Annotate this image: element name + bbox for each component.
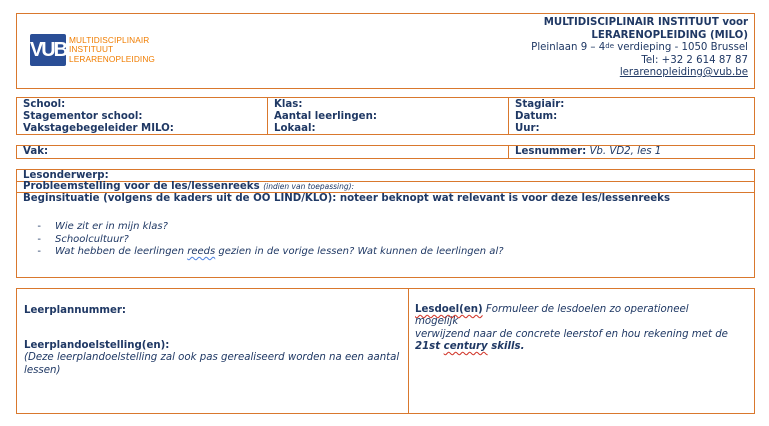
aantal-leerlingen-label[interactable]: Aantal leerlingen:: [274, 111, 377, 122]
school-column: [17, 98, 267, 134]
vub-logo-text: MULTIDISCIPLINAIR INSTITUUT LERARENOPLEIDING: [69, 34, 155, 64]
lesdoelen-text[interactable]: Lesdoel(en) Formuleer de lesdoelen zo operationeel mogelijk verwijzend naar de concrete leerstof en hou rekening met de 21st century skills.: [415, 304, 728, 352]
vak-label[interactable]: Vak:: [23, 146, 49, 157]
institute-phone: Tel: +32 2 614 87 87: [641, 54, 748, 66]
lesdoel-label: Lesdoel(en): [415, 304, 483, 315]
class-column: [267, 98, 508, 134]
lesonderwerp-label[interactable]: Lesonderwerp:: [17, 170, 754, 182]
curriculum-box: [16, 288, 755, 414]
probleemstelling-label[interactable]: Probleemstelling voor de les/lessenreeks (indien van toepassing):: [17, 181, 754, 193]
klas-label[interactable]: Klas:: [274, 99, 303, 110]
school-label[interactable]: School:: [23, 99, 66, 110]
list-item: - Wie zit er in mijn klas?: [37, 221, 168, 232]
leerplandoelstelling-note: (Deze leerplandoelstelling zal ook pas gerealiseerd worden na een aantal lessen): [24, 352, 400, 376]
intern-column: [508, 98, 754, 134]
stagiair-label[interactable]: Stagiair:: [515, 99, 565, 110]
curriculum-left: [17, 289, 409, 413]
lokaal-label[interactable]: Lokaal:: [274, 123, 316, 134]
list-item: - Wat hebben de leerlingen reeds gezien in de vorige lessen? Wat kunnen de leerlingen al?: [37, 246, 504, 257]
header-box: [16, 13, 755, 89]
institute-name-line1: MULTIDISCIPLINAIR INSTITUUT voor: [543, 17, 748, 28]
school-info-table: [16, 97, 755, 135]
institute-email-link[interactable]: lerarenopleiding@vub.be: [619, 67, 748, 78]
beginsituatie-label[interactable]: Beginsituatie (volgens de kaders uit de OO LIND/KLO): noteer beknopt wat relevant is voor deze les/lessenreeks: [23, 193, 671, 204]
uur-label[interactable]: Uur:: [515, 123, 540, 134]
list-item: - Schoolcultuur?: [37, 233, 129, 245]
leerplannummer-label[interactable]: Leerplannummer:: [24, 305, 126, 316]
vub-logo: [30, 34, 155, 66]
institute-street: Pleinlaan 9 – 4de verdieping - 1050 Brussel: [531, 42, 748, 53]
vub-logo-mark: VUB: [30, 34, 66, 66]
lesnummer-value: Vb. VD2, les 1: [586, 146, 662, 157]
institute-name-line2: LERARENOPLEIDING (MILO): [591, 29, 748, 41]
institute-address: [531, 17, 748, 80]
lesson-box: [16, 169, 755, 278]
stagementor-label[interactable]: Stagementor school:: [23, 111, 143, 122]
curriculum-right: [408, 289, 754, 413]
subject-row: [16, 145, 755, 159]
datum-label[interactable]: Datum:: [515, 111, 558, 122]
beginsituatie-list: [17, 221, 504, 259]
lesnummer-cell[interactable]: Lesnummer: Vb. VD2, les 1: [508, 146, 754, 158]
leerplandoelstelling-label[interactable]: Leerplandoelstelling(en):: [24, 340, 170, 351]
vakstagebegeleider-label[interactable]: Vakstagebegeleider MILO:: [23, 123, 174, 134]
